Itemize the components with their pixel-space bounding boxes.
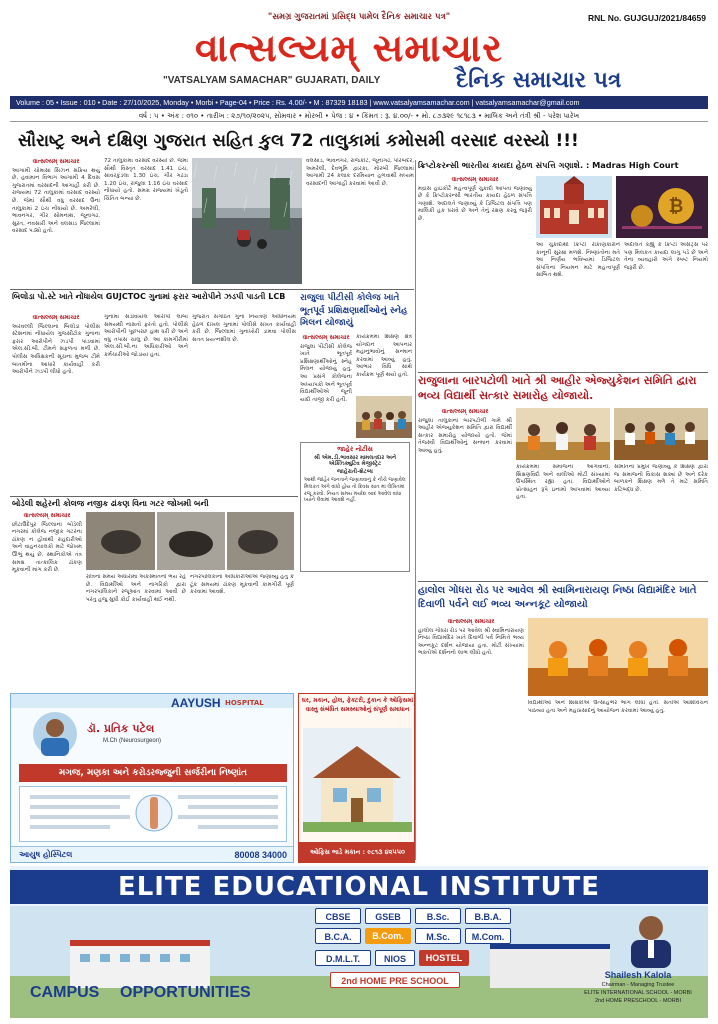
aahir-photo1 (516, 408, 610, 460)
divider (418, 581, 708, 582)
crypto-text2: આ ચુકાદાથી ક્રિપ્ટો રોકાણકારોને કાનૂની સુરક્ષા મળશે. નિષ્ણાંતોના મતે આ નિર્ણય ભવિષ્યમાં ડિજિટલ સંપત્તિના નિયમન માટે મહત્વપૂર્ણ સાબિત થશે. (536, 242, 620, 279)
bodeli-text2: રાત્રિના સમયે અંધારામાં અકસ્માતનો ભય રહે છે. વિદ્યાર્થીઓ અને નાગરિકો દ્વારા નગરપાલિકાને રજૂઆત કરવામાં આવી છે પરંતુ હજુ સુધી કોઈ કાર્યવાહી થઈ નથી. (86, 574, 186, 603)
rain-street-image (192, 158, 302, 284)
divider (10, 289, 414, 290)
crypto-col2 (536, 242, 620, 370)
rnl-number: RNL No. GUJGUJ/2021/84659 (588, 13, 706, 23)
rain-story-col2 (104, 158, 188, 288)
bodeli-text3: નગરપાલિકાના અધિકારીઓએ જણાવ્યું હતું કે ટૂંક સમયમાં ઢાંકણ મૂકવાની કામગીરી પૂર્ણ કરવામાં આવશે. (190, 574, 294, 596)
masthead-tagline: "સમગ્ર ગુજરાતમાં પ્રસિદ્ધ પામેલ દૈનિક સમાચાર પત્ર" (267, 12, 451, 22)
halol-byline: વાત્સલ્યમ્ સમાચાર (447, 618, 495, 625)
vastu-ad (298, 693, 415, 863)
bodeli-headline: બોડેલી શહેરની કોલજ નજીક ઢાંકણ વિના ગટર જોખમી બની (12, 499, 209, 508)
aayush-footer-name: આયુષ હોસ્પિટલ (19, 850, 73, 859)
rain-byline: વાત્સલ્યમ્ સમાચાર (32, 158, 80, 165)
issue-info-bar: Volume : 05 • Issue : 010 • Date : 27/10/2025, Monday • Morbi • Page-04 • Price : Rs. 4.00/- • M : 87329 18183 | www.vatsalyamsamachar.com | vatsalyamsamachar@gmail.com (10, 96, 708, 109)
rain-story-col3 (306, 158, 414, 284)
bodeli-col3 (190, 574, 294, 690)
column-divider (415, 160, 416, 860)
rajula-col2 (356, 334, 412, 394)
doctor-name: ડૉ. પ્રતિક પટેલ (87, 722, 155, 735)
course-chip: GSEB (365, 908, 411, 924)
halol-col2 (528, 700, 708, 862)
house-photo (303, 728, 412, 832)
logo-text: વાત્સલ્યમ્ સમાચાર (195, 26, 503, 70)
doctor-image (33, 712, 77, 756)
course-chip: B.C.A. (315, 928, 361, 944)
chairman-role: Chairman - Managing Trustee (601, 982, 675, 988)
bitcoin-image (616, 176, 708, 238)
divider (418, 372, 708, 373)
bodeli-photo (86, 512, 294, 570)
aahir-text2: કાર્યક્રમમાં સમાજના આગેવાનો, શિક્ષણવિદો અને વાલીઓ મોટી સંખ્યામાં ઉપસ્થિત રહ્યા હતા. વિદ્યાર્થીઓને પ્રોત્સાહન રૂપે ઇનામો આપવામાં આવ્યા હતા. (516, 464, 610, 501)
aayush-slogan: મગજ, મણકા અને કરોડરજ્જુની સર્જરીના નિષ્ણાંત (19, 764, 287, 782)
bodeli-text: છોટાઉદેપુર જિલ્લાના બોડેલી નગરમાં કોલેજ નજીક ગટરના ઢાંકણ ન હોવાથી રાહદારીઓ અને વાહનચાલકો માટે જોખમ ઊભું થયું છે. સ્થાનિકોએ તંત્ર સમક્ષ તાત્કાલિક ઢાંકણ મૂકવાની માંગ કરી છે. (12, 521, 82, 574)
masthead (0, 0, 718, 98)
bodeli-byline: વાત્સલ્યમ્ સમાચાર (23, 512, 71, 519)
campus-text: CAMPUS (30, 984, 100, 1001)
lcb-col3 (192, 314, 296, 494)
ad-info-panel (19, 786, 287, 842)
vastu-footer: ઓફિસ ભાડે મકાન : ૯૮૧૩ ૪૨૫૫૦ (299, 842, 415, 862)
crypto-headline: ક્રિપ્ટોકરન્સી ભારતીય કાયદા હેઠળ સંપત્તિ ગણાશે. : Madras High Court (418, 160, 679, 170)
main-headline-text: સૌરાષ્ટ્ર અને દક્ષિણ ગુજરાત સહિત કુલ 72 તાલુકામાં કમોસમી વરસાદ વરસ્યો !!! (18, 131, 579, 151)
main-headline (10, 128, 708, 154)
aayush-name: AAYUSH (171, 696, 221, 710)
rajula-text: રાજુલા પીટીસી કોલેજ ખાતે ભૂતપૂર્વ પ્રશિક્ષણાર્થીઓનું સ્નેહ મિલન યોજાયું હતું. આ પ્રસંગે કોલેજના અધ્યાપકો અને ભૂતપૂર્વ વિદ્યાર્થીઓએ જૂની યાદો તાજી કરી હતી. (300, 343, 352, 403)
public-notice (300, 442, 410, 572)
aahir-col3 (614, 464, 708, 578)
aayush-tag: HOSPITAL (225, 699, 264, 707)
rajula-text2: કાર્યક્રમમાં શિક્ષણ ક્ષેત્રે યોગદાન આપનાર મહાનુભાવોનું સન્માન કરવામાં આવ્યું હતું. આભાર વિધિ સાથે કાર્યક્રમ પૂર્ણ થયો હતો. (356, 334, 412, 378)
rajula-headline: રાજુલા પીટીસી કોલેજ ખાતે ભૂતપૂર્વ પ્રશિક્ષણાર્થીઓનું સ્નેહ મિલન યોજાયું (300, 293, 408, 328)
lcb-col2 (104, 314, 188, 494)
course-chip: NIOS (375, 950, 415, 966)
felicitation-image (516, 408, 610, 460)
course-chip: M.Com. (465, 928, 511, 944)
rajula-photo (356, 396, 412, 438)
chairman-org1: ELITE INTERNATIONAL SCHOOL - MORBI (584, 990, 692, 996)
course-chip: B.B.A. (465, 908, 511, 924)
notice-text: આથી જાહેર જનતાને જણાવવાનું કે નીચે જણાવેલ મિલકત અંગે વાંધો હોય તો દિવસ સાત માં લેખિતમાં રજૂ કરવો. નિયત સમય મર્યાદા બાદ આવેલ વાંધા ધ્યાને લેવામાં આવશે નહીં. (304, 477, 406, 504)
rain-text2: 72 તાલુકામાં વરસાદ વરસ્યો છે. જેમાં સૌથી વિસ્તૃત વરસાદ 1.41 ઇંચ, સાવરકુંડલા 1.30 ઇંચ, ગીર ગઢડા 1.20 ઇંચ, રાજુલા 1.16 ઇંચ વરસાદ નોંધાયો હતો. સમગ્ર રાજ્યમાં ખેડૂતો ચિંતિત બન્યા છે. (104, 158, 188, 202)
high-court-image (536, 176, 612, 238)
notice-title: જાહેર નોટીસ (337, 445, 373, 453)
notice-sub: શ્રી એમ.ડી.ભાવસાર મામલતદાર અને એક્ઝિક્યુટિવ મેજીસ્ટ્રેટ (313, 454, 397, 468)
crypto-text3: અદાલતે કહ્યું કે ક્રિપ્ટો એસેટ્સ પર પણ મિલકત કાયદા લાગુ પડે છે અને તેના વ્યવહારો અંગે સ્પષ્ટ નિયમો જરૂરી છે. (624, 242, 708, 271)
rajula-col1 (300, 334, 352, 438)
chairman-org2: 2nd HOME PRESCHOOL - MORBI (595, 998, 681, 1004)
halol-photo (528, 618, 708, 696)
gutter-image (86, 512, 294, 570)
aahir-photo2 (614, 408, 708, 460)
bodeli-col2 (86, 574, 186, 690)
opportunities-text: OPPORTUNITIES (120, 984, 251, 1001)
elite-institute-ad (10, 866, 708, 1018)
doctor-degree: M.Ch (Neurosurgeon) (103, 738, 162, 744)
aahir-col2 (516, 464, 610, 578)
course-chip: D.M.L.T. (315, 950, 371, 966)
crypto-byline: વાત્સલ્યમ્ સમાચાર (451, 176, 499, 183)
crypto-col3 (624, 242, 708, 370)
stage-image (614, 408, 708, 460)
spine-illustration (20, 787, 288, 843)
vastu-headline: ઘર, મકાન, હોલ, ફેક્ટરી, દુકાન કે ઓફિસમાં વાસ્તુ સંબંધિત સમસ્યાઓનું સંપૂર્ણ સમાધાન (301, 697, 414, 713)
logo (195, 26, 660, 74)
court-photo (536, 176, 612, 238)
aayush-phone: 80008 34000 (234, 850, 287, 860)
rajula-group-image (356, 396, 412, 438)
issue-info-bar-gujarati: વર્ષ : ૫ • અંક : ૦૧૦ • તારીખ : ૨૭/૧૦/૨૦૨૫, સોમવાર • મોરબી • પેજ : ૪ • કિંમત : રૂ. ૪.૦૦/- • મો. ૮૭૩૨૯ ૧૮૧૮૩ • માલિક અને તંત્રી શ્રી - પરેશ પારેખ (10, 110, 708, 122)
chairman-name: Shailesh Kalola (604, 970, 672, 980)
aahir-byline: વાત્સલ્યમ્ સમાચાર (441, 408, 489, 415)
course-chip: B.Sc. (415, 908, 461, 924)
notice-sub2: જાહેરાતી-શેટબ્ધ (337, 468, 373, 475)
lcb-text3: ગુજરાત સંગઠિત ગુના નિયંત્રણ અધિનિયમ હેઠળ દાખલ ગુનામાં પોલીસે સખત કાર્યવાહી કરી છે. જિલ્લામાં ગુનાખોરી ડામવા પોલીસ સતત પ્રયત્નશીલ છે. (192, 314, 296, 343)
annakut-image (528, 618, 708, 696)
course-chip: M.Sc. (415, 928, 461, 944)
halol-text: હાલોલ ગોધરા રોડ પર આવેલ શ્રી સ્વામિનારાયણ નિષ્ઠા વિદ્યામંદિર ખાતે દિવાળી પર્વ નિમિત્તે ભવ્ય અન્નકૂટ દર્શન યોજાયા હતા. મોટી સંખ્યામાં ભક્તોએ દર્શનનો લાભ લીધો હતો. (418, 627, 524, 657)
chairman-photo (616, 908, 686, 968)
aahir-col1 (418, 408, 512, 578)
halol-col1 (418, 618, 524, 862)
aayush-hospital-ad (10, 693, 294, 863)
rain-text3: વલસાડ, ભાવનગર, રાજકોટ, જૂનાગઢ, પોરબંદર, અમરેલી, દેવભૂમિ દ્વારકા, મોરબી જિલ્લામાં આગામી 24 કલાક દરમિયાન હળવાથી મધ્યમ વરસાદની આગાહી કરવામાં આવી છે. (306, 158, 414, 187)
aahir-text3: સમિતિના પ્રમુખે જણાવ્યું કે શિક્ષણ દ્વારા જ સમાજનો વિકાસ શક્ય છે અને દરેક બાળકને શિક્ષણ મળે તે માટે સમિતિ કટિબદ્ધ છે. (614, 464, 708, 493)
rajula-byline: વાત્સલ્યમ્ સમાચાર (302, 334, 350, 341)
masthead-sub-english: "VATSALYAM SAMACHAR" GUJARATI, DAILY (163, 75, 381, 86)
rain-story-col1 (12, 158, 100, 288)
crypto-text: મદ્રાસ હાઇકોર્ટે મહત્વપૂર્ણ ચુકાદો આપતા જણાવ્યું છે કે ક્રિપ્ટોકરન્સી ભારતીય કાયદા હેઠળ સંપત્તિ ગણાશે. અદાલતે જણાવ્યું કે ડિજિટલ સંપત્તિ પણ માલિકી હક ધરાવે છે અને તેનું રક્ષણ કરવું જરૂરી છે. (418, 185, 532, 222)
doctor-photo (33, 712, 77, 756)
course-chip: B.Com. (365, 928, 411, 944)
ad-footer (11, 846, 294, 863)
bodeli-col1 (12, 512, 82, 690)
rain-photo (192, 158, 302, 284)
halol-headline: હાલોલ ગોધરા રોડ પર આવેલ શ્રી સ્વામિનારાયણ નિષ્ઠા વિદ્યામંદિર ખાતે દિવાળી પર્વને લઈ ભવ્ય અન્નકૂટ યોજાયો (418, 585, 697, 610)
course-chip: HOSTEL (419, 950, 469, 966)
halol-text2: વિદ્યાર્થીઓ અને શિક્ષકોએ ઉત્સાહભેર ભાગ લીધો હતો. સંતોએ આશીર્વચન પાઠવ્યા હતા અને મહાપ્રસાદનું આયોજન કરવામાં આવ્યું હતું. (528, 700, 708, 714)
house-image (303, 728, 412, 832)
lcb-byline: વાત્સલ્યમ્ સમાચાર (32, 314, 80, 321)
crypto-col1 (418, 176, 532, 370)
crypto-photo (616, 176, 708, 238)
svg-text:₿: ₿ (668, 196, 684, 217)
divider (10, 496, 298, 497)
course-chip: CBSE (315, 908, 361, 924)
elite-title: ELITE EDUCATIONAL INSTITUTE (10, 870, 708, 904)
lcb-text: અરવલ્લી જિલ્લાના બિલોડા પોલીસ સ્ટેશનમાં નોંધાયેલ ગુજસીટોક ગુનાના ફરાર આરોપીને ઝડપી પાડવામાં એલ.સી.બી. ટીમને સફળતા મળી છે. પોલીસ અધિક્ષકની સૂચના મુજબ ટીમે બાતમીના આધારે કાર્યવાહી કરી આરોપીને ઝડપી લીધો હતો. (12, 323, 100, 376)
chairman-image (616, 908, 686, 968)
lcb-headline: બિલોડા પો.સ્ટે ખાતે નોંધાયેલ GUJCTOC ગુનામાં ફરાર આરોપીને ઝડપી પાડતી LCB (12, 292, 286, 301)
lcb-col1 (12, 314, 100, 494)
rain-text: આગામી ચોમાસા સિઝન સક્રિય થયું છે, હવામાન વિભાગ આગામી 4 દિવસ ગુજરાતમાં વરસાદની આગાહી કરી છે. રાજ્યમાં 72 તાલુકામાં વરસાદ વરસ્યો છે. જેમાં સૌથી વધુ વરસાદ ઉના તાલુકામાં 2 ઇંચ નોંધાયો છે. અમરેલી, ભાવનગર, ગીર સોમનાથ, જૂનાગઢ, સુરત, નવસારી અને વલસાડ જિલ્લામાં વરસાદ પડ્યો હતો. (12, 167, 100, 235)
masthead-sub-gujarati: દૈનિક સમાચાર પત્ર (456, 68, 622, 93)
aahir-text: રાજુલા તાલુકાના બારપટોળી ગામે શ્રી આહીર એજ્યુકેશન સમિતિ દ્વારા વિદ્યાર્થી સત્કાર સમારોહ યોજાયો હતો. જેમાં તેજસ્વી વિદ્યાર્થીઓનું સન્માન કરવામાં આવ્યું હતું. (418, 417, 512, 454)
aahir-headline: રાજુલાના બારપટોળી ખાતે શ્રી આહીર એજ્યુકેશન સમિતિ દ્વારા ભવ્ય વિદ્યાર્થી સત્કાર સમારોહ યોજાયો. (418, 374, 697, 402)
preschool-chip: 2nd HOME PRE SCHOOL (330, 972, 460, 988)
lcb-text2: ગુનામાં સંડોવાયેલ આરોપી લાંબા સમયથી નાસતો ફરતો હતો. પોલીસે આરોપીની પૂછપરછ હાથ ધરી છે અને વધુ તપાસ ચાલુ છે. આ કામગીરીમાં એલ.સી.બી.ના અધિકારીઓ અને કર્મચારીઓ જોડાયા હતા. (104, 314, 188, 358)
